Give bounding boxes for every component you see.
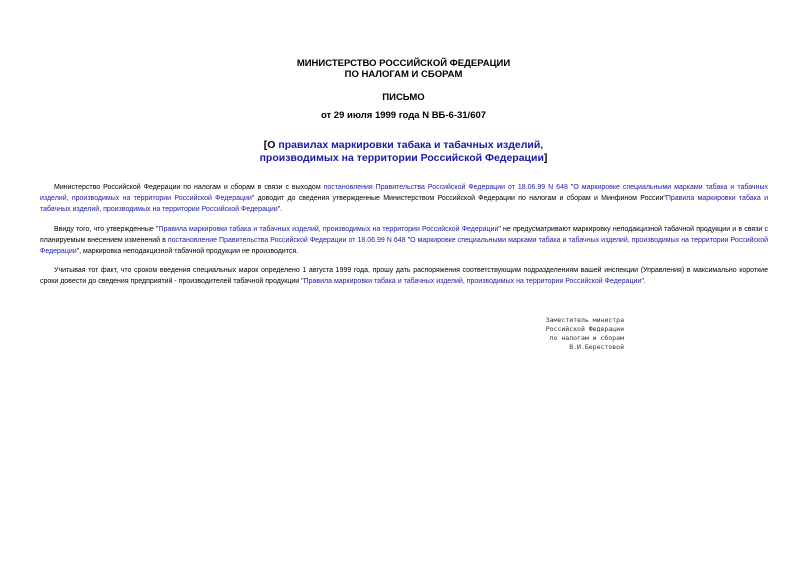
document-date-number: от 29 июля 1999 года N ВБ-6-31/607 (320, 110, 487, 121)
p2-text-3: " (405, 237, 411, 244)
title-link-line-1[interactable]: правилах маркировки табака и табачных изделий, (278, 139, 544, 151)
p2-link-decree-title[interactable]: О маркировке специальными марками табака и табачных изделий, производимых на территории Российской Федерации (40, 237, 768, 255)
p1-link-rules[interactable]: Правила маркировки табака и табачных изделий, производимых на территории Российской Федерации (40, 195, 768, 213)
signature-line-3: по налогам и сборам (549, 334, 624, 342)
title-open-bracket: [О (263, 139, 279, 151)
document-title (0, 139, 807, 165)
p2-text-1: Ввиду того, что утвержденные " (54, 226, 159, 233)
ministry-heading (0, 58, 807, 80)
paragraph-2 (40, 224, 768, 257)
document-type: ПИСЬМО (382, 92, 425, 103)
p1-text-1: Министерство Российской Федерации по налогам и сборам в связи с выходом (54, 184, 324, 191)
p3-link-rules[interactable]: Правила маркировки табака и табачных изделий, производимых на территории Российской Федерации (303, 278, 642, 285)
paragraph-1 (40, 182, 768, 215)
p2-link-decree[interactable]: постановление Правительства Российской Федерации от 18.06.99 N 648 (167, 237, 406, 244)
p2-text-2: " не предусматривают маркировку неподакцизной табачной продукции и в связи с планируемым внесением изменений в (40, 226, 768, 244)
p2-link-rules[interactable]: Правила маркировки табака и табачных изделий, производимых на территории Российской Федерации (158, 226, 499, 233)
p1-link-decree-title[interactable]: О маркировке специальными марками табака и табачных изделий, производимых на территории Российской Федерации (40, 184, 768, 202)
p1-text-3: " доводит до сведения утвержденные Министерством Российской Федерации по налогам и сборам и Минфином России" (251, 195, 666, 202)
ministry-line-2: ПО НАЛОГАМ И СБОРАМ (344, 69, 463, 80)
p3-text-2: ". (641, 278, 646, 285)
p1-link-decree[interactable]: постановления Правительства Российской Федерации от 18.06.99 N 648 (323, 184, 568, 191)
signature-line-1: Заместитель министра (545, 316, 624, 324)
p1-text-4: ". (277, 206, 283, 213)
signature-block (520, 316, 624, 352)
p1-text-2: " (567, 184, 574, 191)
signature-line-2: Российской Федерации (545, 325, 624, 333)
p2-text-4: ", маркировка неподакцизной табачной продукции не производится. (76, 248, 299, 255)
signature-name: В.И.Берестовой (569, 343, 624, 351)
p3-text-1: Учитывая тот факт, что сроком введения специальных марок определено 1 августа 1999 года, прошу дать распоряжения соответствующим подразделениям вашей инспекции (Управления) в максимально короткие сроки довести до сведения предприятий - производителей табачной продукции " (40, 267, 768, 285)
title-close-bracket: ] (543, 152, 548, 164)
title-link-line-2[interactable]: производимых на территории Российской Федерации (259, 152, 544, 164)
ministry-line-1: МИНИСТЕРСТВО РОССИЙСКОЙ ФЕДЕРАЦИИ (296, 58, 511, 69)
paragraph-3 (40, 265, 768, 287)
